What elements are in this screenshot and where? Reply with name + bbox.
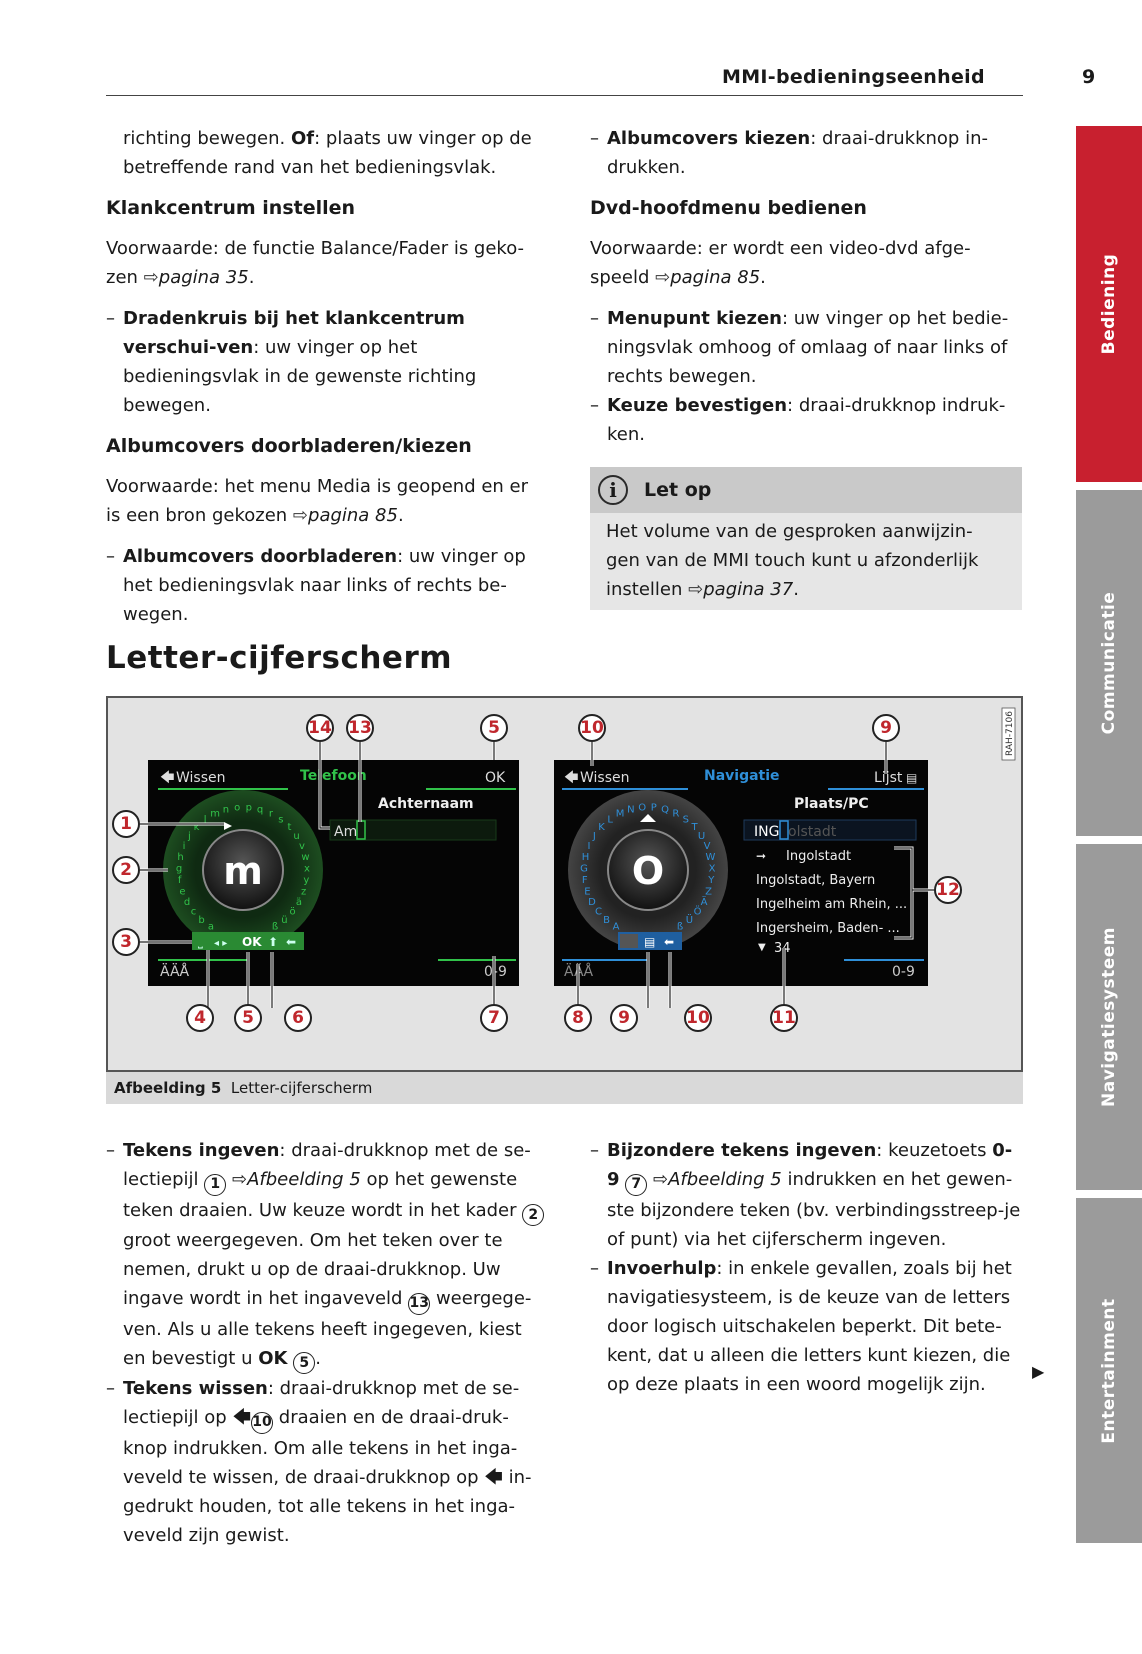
wheel-letter[interactable]: c	[190, 906, 197, 918]
input-suggestion: olstadt	[788, 824, 837, 840]
umlaut-key[interactable]: ÄÄÅ	[564, 964, 594, 980]
navigatie-title: Navigatie	[704, 768, 780, 784]
klank-prerequisite: Voorwaarde: de functie Balance/Fader is geko- zen ⇨pagina 35.	[106, 238, 525, 288]
list-item: – Albumcovers doorbladeren: uw vinger op het bedieningsvlak naar links of rechts be-wegen.	[106, 542, 546, 629]
wheel-letter[interactable]: a	[207, 921, 215, 933]
page-ref[interactable]: pagina 85	[308, 505, 398, 526]
right-column-bottom	[590, 1136, 1022, 1399]
wissen-label[interactable]: Wissen	[580, 770, 630, 786]
wheel-letter[interactable]: Q	[661, 804, 670, 816]
right-hollow-arrow-icon: ⇨	[232, 1169, 248, 1190]
page-number: 9	[1082, 66, 1096, 88]
list-item: – Keuze bevestigen: draai-drukknop indruk-ken.	[590, 391, 1022, 449]
cursor-left-right-icon: ◂ ▸	[214, 938, 228, 949]
list-item: – Bijzondere tekens ingeven: keuzetoets 0-9 7 ⇨Afbeelding 5 indrukken en het gewen-ste bijzondere teken (bv. verbindingsstreep-je of punt) via het cijferscherm ingeven.	[590, 1136, 1022, 1254]
back-arrow-icon: 🡄	[484, 1466, 503, 1488]
wheel-letter[interactable]: Ä	[700, 897, 708, 908]
callout-8: 8	[564, 1004, 592, 1032]
figure-letter-cijferscherm	[106, 696, 1023, 1072]
wheel-letter[interactable]: F	[581, 875, 588, 887]
tab-entertainment[interactable]	[1076, 1198, 1142, 1543]
wheel-letter[interactable]: r	[268, 808, 273, 820]
wheel-letter[interactable]: f	[177, 875, 182, 887]
wheel-letter[interactable]: W	[705, 852, 716, 864]
wheel-letter[interactable]: V	[703, 841, 711, 853]
wheel-letter[interactable]: ä	[295, 897, 303, 908]
callout-5: 5	[234, 1004, 262, 1032]
wheel-letter[interactable]: B	[603, 914, 611, 926]
wheel-letter[interactable]: x	[304, 863, 310, 875]
wheel-letter[interactable]: C	[595, 906, 602, 918]
figure-ref[interactable]: Afbeelding 5	[247, 1169, 361, 1190]
wheel-letter[interactable]: ü	[281, 914, 288, 926]
wheel-letter[interactable]: Ü	[685, 914, 694, 926]
wheel-letter[interactable]: X	[708, 863, 716, 875]
result-item[interactable]: Ingersheim, Baden- ...	[756, 921, 900, 936]
wheel-letter[interactable]: H	[581, 852, 590, 864]
space-icon: ⎵	[198, 935, 203, 949]
page-ref[interactable]: pagina 37	[703, 579, 794, 600]
callout-7: 7	[480, 1004, 508, 1032]
tab-label: Entertainment	[1099, 1297, 1119, 1444]
right-hollow-arrow-icon: ⇨	[688, 579, 704, 600]
wheel-letter[interactable]: P	[650, 802, 657, 814]
note-body: Het volume van de gesproken aanwijzin-gen van de MMI touch kunt u afzonderlijk instellen ⇨pagina 37.	[606, 521, 979, 600]
wheel-letter[interactable]: L	[607, 814, 613, 826]
right-column-top	[590, 124, 1022, 610]
callout-2: 2	[112, 856, 140, 884]
info-circle-icon: i	[598, 475, 628, 505]
wheel-letter[interactable]: Ö	[693, 906, 702, 918]
callout-ref: 2	[522, 1204, 544, 1226]
ok-key[interactable]: OK	[242, 935, 262, 949]
tab-bediening[interactable]	[1076, 126, 1142, 482]
callout-ref: 5	[293, 1352, 315, 1374]
wheel-letter[interactable]: I	[587, 841, 591, 853]
callout-9: 9	[610, 1004, 638, 1032]
svg-text:RAH-7106: RAH-7106	[1005, 711, 1015, 756]
wheel-letter[interactable]: Y	[708, 875, 715, 887]
wheel-letter[interactable]: g	[175, 863, 183, 875]
callout-14: 14	[306, 714, 334, 742]
triangle-down-icon: ▼	[758, 942, 766, 953]
input-typed[interactable]: ING	[754, 824, 780, 840]
list-item: – Tekens ingeven: draai-drukknop met de se-lectiepijl 1 ⇨Afbeelding 5 op het gewenste teken draaien. Uw keuze wordt in het kader 2 groot weergegeven. Om het teken over te nemen, drukt u op de draai-drukknop. Uw ingave wordt in het ingaveveld 13 weergege-ven. Als u alle tekens heeft ingegeven, kiest en bevestigt u OK 5 .	[106, 1136, 548, 1374]
wheel-letter[interactable]: n	[222, 804, 230, 816]
right-screen	[554, 760, 928, 986]
shift-arrow-icon: ⬆	[268, 935, 279, 949]
wheel-letter[interactable]: Z	[705, 886, 713, 898]
tab-label: Bediening	[1099, 253, 1119, 355]
wheel-letter[interactable]: p	[245, 802, 252, 814]
achternaam-label: Achternaam	[378, 796, 474, 812]
callout-6: 6	[284, 1004, 312, 1032]
right-hollow-arrow-icon: ⇨	[143, 267, 159, 288]
back-arrow-icon: 🡄	[232, 1407, 252, 1428]
wheel-letter[interactable]: T	[691, 822, 698, 833]
right-hollow-arrow-icon: ⇨	[653, 1169, 669, 1190]
wheel-letter[interactable]: l	[203, 814, 207, 826]
lijst-label[interactable]: Lijst	[874, 770, 903, 786]
callout-ref: 10	[251, 1412, 273, 1434]
wheel-letter[interactable]: k	[193, 822, 200, 833]
wheel-letter[interactable]: D	[588, 897, 596, 908]
callout-13: 13	[346, 714, 374, 742]
callout-12: 12	[934, 876, 962, 904]
digits-key[interactable]: 0-9	[892, 964, 915, 980]
note-title: Let op	[644, 478, 712, 501]
umlaut-key[interactable]: ÄÄÅ	[160, 964, 190, 980]
list-icon: ▤	[906, 771, 918, 785]
header-rule	[106, 95, 1023, 96]
callout-5-top: 5	[480, 714, 508, 742]
tab-label: Navigatiesysteem	[1099, 927, 1119, 1107]
callout-10: 10	[684, 1004, 712, 1032]
ok-label[interactable]: OK	[485, 770, 506, 786]
right-hollow-arrow-icon: ⇨	[292, 505, 309, 526]
callout-10-top: 10	[578, 714, 606, 742]
back-arrow-icon: 🡄	[160, 770, 175, 786]
album-prerequisite: Voorwaarde: het menu Media is geopend en er is een bron gekozen ⇨pagina 85.	[106, 476, 529, 526]
heading-klankcentrum: Klankcentrum instellen	[106, 197, 356, 219]
wheel-letter[interactable]: A	[612, 921, 620, 933]
wheel-letter[interactable]: U	[697, 831, 706, 842]
left-column-top	[106, 124, 546, 629]
wheel-letter[interactable]: R	[672, 808, 680, 820]
arrow-right-icon: ➞	[756, 849, 767, 863]
wheel-letter[interactable]: ö	[289, 906, 296, 918]
wheel-letter[interactable]: d	[183, 897, 191, 908]
wheel-letter[interactable]: v	[299, 841, 305, 853]
callout-11: 11	[770, 1004, 798, 1032]
wheel-letter[interactable]: S	[682, 814, 689, 826]
note-box	[590, 467, 1022, 610]
wheel-letter[interactable]: o	[234, 802, 241, 814]
list-item: – Albumcovers kiezen: draai-drukknop in-drukken.	[590, 124, 1022, 182]
wheel-letter[interactable]: w	[301, 852, 310, 864]
back-arrow-icon: 🡄	[564, 770, 579, 786]
callout-3: 3	[112, 928, 140, 956]
right-hollow-arrow-icon: ⇨	[655, 267, 671, 288]
continue-triangle-icon: ▶	[1032, 1362, 1045, 1381]
wheel-letter[interactable]: E	[584, 886, 591, 898]
callout-ref: 1	[204, 1174, 226, 1196]
result-item[interactable]: Ingolstadt	[786, 849, 852, 864]
heading-dvd: Dvd-hoofdmenu bedienen	[590, 197, 867, 219]
tab-label: Communicatie	[1099, 591, 1119, 735]
telefoon-title: Telefoon	[300, 768, 367, 784]
callout-ref: 7	[625, 1174, 647, 1196]
wheel-letter[interactable]: j	[188, 831, 191, 842]
wheel-letter[interactable]: i	[182, 841, 186, 853]
wheel-letter[interactable]: J	[592, 831, 596, 842]
list-item: – Tekens wissen: draai-drukknop met de se-lectiepijl op 🡄10 draaien en de draai-druk-knop indrukken. Om alle tekens in het inga-veveld te wissen, de draai-drukknop op 🡄 in-gedrukt houden, tot alle tekens in het inga-veveld zijn gewist.	[106, 1374, 548, 1550]
wheel-letter[interactable]: z	[300, 886, 307, 898]
wheel-letter[interactable]: y	[303, 875, 310, 887]
callout-9-top: 9	[872, 714, 900, 742]
wheel-letter[interactable]: m	[210, 808, 220, 820]
callout-1: 1	[112, 810, 140, 838]
wheel-letter[interactable]: K	[598, 822, 605, 833]
wheel-letter[interactable]: ß	[271, 921, 279, 933]
result-item[interactable]: Ingolstadt, Bayern	[756, 873, 876, 888]
wheel-letter[interactable]: s	[278, 814, 284, 826]
digits-key[interactable]: 0-9	[484, 964, 507, 980]
wheel-letter[interactable]: G	[580, 863, 588, 875]
figure-caption: Afbeelding 5 Letter-cijferscherm	[106, 1072, 1023, 1104]
wheel-letter[interactable]: t	[287, 822, 292, 833]
wheel-letter[interactable]: M	[615, 808, 625, 820]
wheel-letter[interactable]: O	[638, 802, 647, 814]
note-header	[590, 467, 1022, 513]
figure-ref[interactable]: Afbeelding 5	[668, 1169, 782, 1190]
delete-arrow-icon: ⬅	[664, 935, 675, 949]
left-column-bottom	[106, 1136, 548, 1550]
big-letter: m	[223, 849, 263, 893]
heading-albumcovers: Albumcovers doorbladeren/kiezen	[106, 435, 472, 457]
delete-arrow-icon: ⬅	[286, 935, 297, 949]
list-item: – Menupunt kiezen: uw vinger op het bedie-ningsvlak omhoog of omlaag of naar links of rechts bewegen.	[590, 304, 1022, 391]
wheel-letter[interactable]: u	[293, 831, 300, 842]
page-ref[interactable]: pagina 35	[158, 267, 249, 288]
figure-code	[1002, 708, 1015, 760]
wheel-letter[interactable]: h	[177, 852, 184, 864]
dvd-prerequisite: Voorwaarde: er wordt een video-dvd afge-speeld ⇨pagina 85.	[590, 238, 971, 288]
left-screen	[148, 760, 519, 986]
list-icon: ▤	[644, 935, 656, 949]
list-item: – Dradenkruis bij het klankcentrum verschui-ven: uw vinger op het bedieningsvlak in de gewenste richting bewegen.	[106, 304, 546, 420]
wissen-label[interactable]: Wissen	[176, 770, 226, 786]
section-title: Letter-cijferscherm	[106, 640, 453, 676]
wheel-letter[interactable]: b	[198, 914, 205, 926]
page-ref[interactable]: pagina 85	[670, 267, 761, 288]
wheel-letter[interactable]: e	[179, 886, 186, 898]
callout-ref: 13	[408, 1293, 430, 1315]
list-item: – Invoerhulp: in enkele gevallen, zoals bij het navigatiesysteem, is de keuze van de letters door logisch uitschakelen beperkt. Dit bete-kent, dat u alleen die letters kunt kiezen, die op deze plaats in een woord mogelijk zijn.	[590, 1254, 1022, 1399]
input-field-value[interactable]: Am	[334, 824, 358, 840]
wheel-letter[interactable]: ß	[676, 921, 684, 933]
plaats-label: Plaats/PC	[794, 796, 869, 812]
continued-text: richting bewegen. Of: plaats uw vinger op de betreffende rand van het bedieningsvlak.	[123, 128, 532, 178]
wheel-letter[interactable]: q	[256, 804, 264, 816]
big-letter: O	[631, 849, 665, 893]
running-title: MMI-bedieningseenheid	[722, 66, 985, 88]
result-count: 34	[774, 941, 791, 956]
wheel-letter[interactable]: N	[627, 804, 635, 816]
tab-navigatiesysteem[interactable]	[1076, 844, 1142, 1190]
callout-4: 4	[186, 1004, 214, 1032]
tab-communicatie[interactable]	[1076, 490, 1142, 836]
result-item[interactable]: Ingelheim am Rhein, ...	[756, 897, 908, 912]
